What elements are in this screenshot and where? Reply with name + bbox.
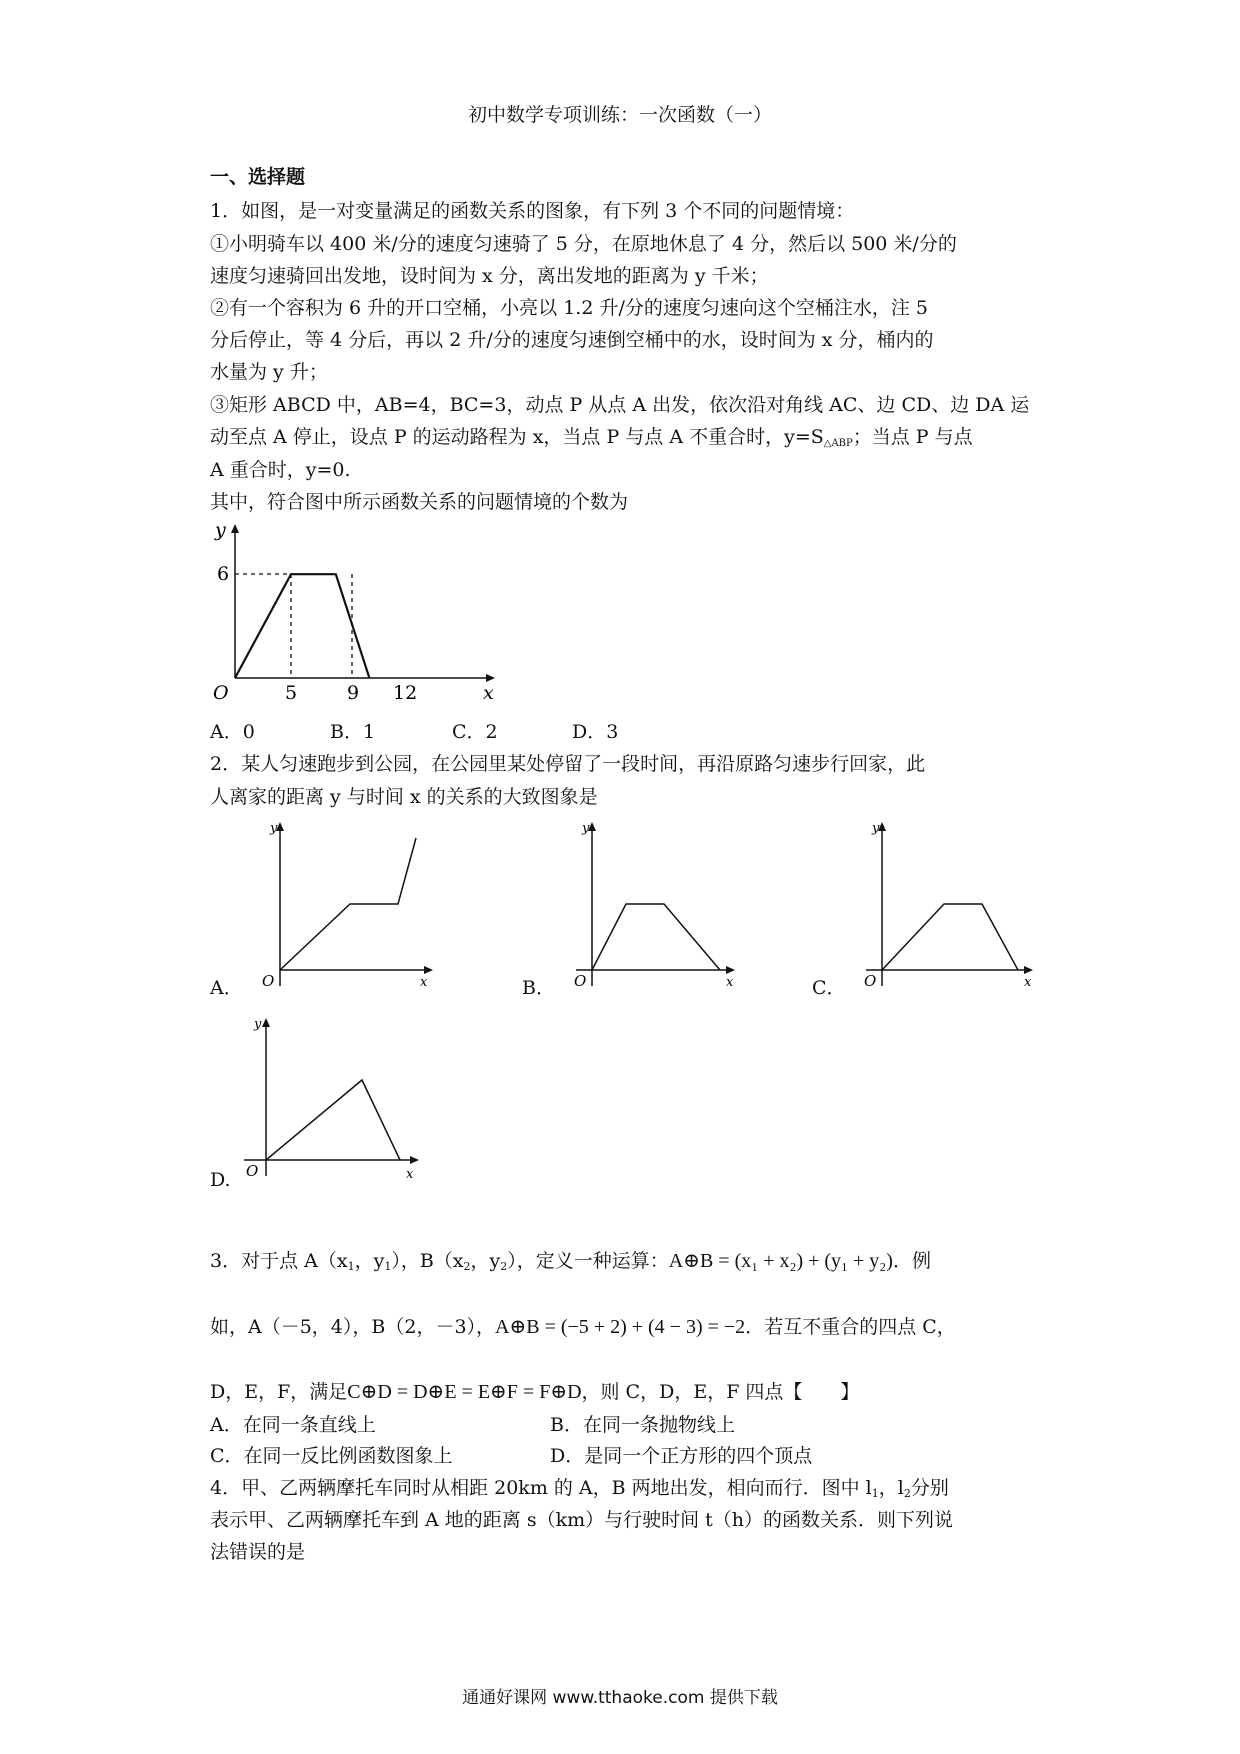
- q4-line-3: 法错误的是: [210, 1541, 306, 1563]
- q3-sub-4: 2: [500, 1260, 508, 1273]
- q2a-x-arrow: [424, 966, 433, 974]
- q3-option-b: B．在同一条抛物线上: [550, 1414, 735, 1436]
- q4-line-1: [210, 1476, 949, 1506]
- q2b-x-label: x: [726, 975, 734, 990]
- q2c-curve: [882, 904, 1018, 970]
- q2b-curve: [592, 904, 720, 970]
- q2a-curve: [280, 838, 416, 970]
- q2-graph-b: [562, 818, 742, 990]
- q3-formula-definition: A⊕B = (x₁ + x₂) + (y₁ + y₂): [668, 1250, 893, 1272]
- q1-line-6: 水量为 y 升；: [210, 361, 328, 383]
- q1-line-2: ①小明骑车以 400 米/分的速度匀速骑了 5 分，在原地休息了 4 分，然后以 500 米/分的: [210, 233, 957, 255]
- q2a-origin-label: O: [262, 972, 275, 990]
- q1-line-3: 速度匀速骑回出发地，设时间为 x 分，离出发地的距离为 y 千米；: [210, 265, 769, 287]
- q2b-y-label: y: [582, 821, 590, 836]
- q2c-y-label: y: [872, 821, 880, 836]
- q1-line-1: 1．如图，是一对变量满足的函数关系的图象，有下列 3 个不同的问题情境：: [210, 200, 855, 222]
- q2c-x-arrow: [1024, 966, 1033, 974]
- q4-sub-2: 2: [903, 1487, 911, 1500]
- q1-x-tick-12: 12: [393, 682, 418, 703]
- q1-option-d: D．3: [572, 721, 619, 743]
- q2a-x-label: x: [420, 975, 428, 990]
- q3-sub-2: 1: [384, 1260, 392, 1273]
- q2b-origin-label: O: [574, 972, 587, 990]
- q4-l1-b: ，l: [878, 1477, 904, 1499]
- q3-line-1: [210, 1249, 931, 1279]
- q1-line-8-text-a: 动至点 A 停止，设点 P 的运动路程为 x，当点 P 与点 A 不重合时，y=S: [210, 426, 824, 448]
- q1-x-axis-label: x: [483, 682, 494, 703]
- q2-option-b-label: B．: [522, 977, 555, 999]
- q3-sub-3: 2: [463, 1260, 471, 1273]
- q4-l1-c: 分别: [910, 1477, 949, 1499]
- q3-l3-b: ，则 C，D，E，F 四点【 】: [581, 1381, 860, 1403]
- q1-line-8-subscript: △ABP: [823, 438, 853, 449]
- q1-function-line: [235, 574, 369, 678]
- q3-line-3: [210, 1380, 859, 1404]
- q3-option-a: A．在同一条直线上: [210, 1414, 376, 1436]
- q2-graph-a: [250, 818, 440, 990]
- q3-l1-e: ），定义一种运算：: [507, 1250, 669, 1272]
- document-title: 初中数学专项训练：一次函数（一）: [467, 104, 772, 126]
- q1-line-10: 其中，符合图中所示函数关系的问题情境的个数为: [210, 491, 629, 513]
- q1-y-tick-6: 6: [217, 563, 230, 585]
- q3-l1-c: ），B（x: [391, 1250, 464, 1272]
- q2d-curve: [266, 1080, 400, 1160]
- q2d-origin-label: O: [246, 1162, 259, 1180]
- q4-l1-a: 4．甲、乙两辆摩托车同时从相距 20km 的 A，B 两地出发，相向而行．图中 l: [210, 1477, 872, 1499]
- q3-formula-example: A⊕B = (−5 + 2) + (4 − 3) = −2: [495, 1316, 746, 1338]
- q3-l2-b: ．若互不重合的四点 C，: [745, 1316, 956, 1338]
- q1-option-c: C．2: [452, 721, 498, 743]
- q3-l3-a: D，E，F，满足: [210, 1381, 348, 1403]
- q3-l1-f: ．例: [892, 1250, 931, 1272]
- q2-option-d-label: D.: [210, 1169, 231, 1191]
- q4-sub-1: 1: [871, 1487, 879, 1500]
- q2-graph-c: [852, 818, 1040, 990]
- q1-line-9: A 重合时，y=0.: [210, 459, 351, 481]
- q2c-origin-label: O: [864, 972, 877, 990]
- q1-x-tick-5: 5: [285, 682, 298, 703]
- q2-graph-d: [240, 1012, 430, 1184]
- q3-sub-1: 1: [347, 1260, 355, 1273]
- q2-option-c-label: C．: [812, 977, 846, 999]
- q2d-x-label: x: [406, 1167, 414, 1182]
- q1-line-5: 分后停止，等 4 分后，再以 2 升/分的速度匀速倒空桶中的水，设时间为 x 分，桶内的: [210, 329, 934, 351]
- q3-l1-b: ，y: [354, 1250, 385, 1272]
- q2-line-1: 2．某人匀速跑步到公园，在公园里某处停留了一段时间，再沿原路匀速步行回家，此: [210, 753, 926, 775]
- q1-function-graph: [205, 518, 505, 703]
- q1-line-4: ②有一个容积为 6 升的开口空桶，小亮以 1.2 升/分的速度匀速向这个空桶注水，注 5: [210, 297, 928, 319]
- q2d-y-label: y: [254, 1017, 262, 1032]
- q3-option-c: C．在同一反比例函数图象上: [210, 1445, 453, 1467]
- q3-option-d: D．是同一个正方形的四个顶点: [550, 1445, 813, 1467]
- q3-l1-d: ，y: [470, 1250, 501, 1272]
- q3-formula-condition: C⊕D = D⊕E = E⊕F = F⊕D: [347, 1381, 582, 1403]
- q1-option-a: A．0: [210, 721, 255, 743]
- q1-line-8: [210, 425, 973, 456]
- q1-y-axis-label: y: [215, 519, 226, 541]
- q1-option-b: B．1: [330, 721, 376, 743]
- q2-option-a-label: A．: [210, 977, 243, 999]
- q2-line-2: 人离家的距离 y 与时间 x 的关系的大致图象是: [210, 786, 598, 808]
- q1-origin-label: O: [213, 682, 229, 703]
- q2b-x-arrow: [726, 966, 735, 974]
- q1-line-8-text-b: ；当点 P 与点: [852, 426, 973, 448]
- q3-l1-a: 3．对于点 A（x: [210, 1250, 348, 1272]
- q2d-y-arrow: [262, 1018, 270, 1027]
- page-footer: 通通好课网 www.tthaoke.com 提供下载: [462, 1688, 778, 1708]
- q3-l2-a: 如，A（－5，4），B（2，－3），: [210, 1316, 496, 1338]
- q1-x-axis-arrow: [486, 674, 495, 682]
- section-heading: 一、选择题: [210, 166, 306, 188]
- q1-line-7: ③矩形 ABCD 中，AB=4，BC=3，动点 P 从点 A 出发，依次沿对角线 AC、边 CD、边 DA 运: [210, 394, 1030, 416]
- q1-y-axis-arrow: [231, 524, 239, 533]
- q2d-x-arrow: [410, 1156, 419, 1164]
- q4-line-2: 表示甲、乙两辆摩托车到 A 地的距离 s（km）与行驶时间 t（h）的函数关系．则下列说: [210, 1509, 954, 1531]
- q2a-y-label: y: [270, 821, 278, 836]
- q1-x-tick-9: 9: [347, 682, 360, 703]
- q2c-x-label: x: [1024, 975, 1032, 990]
- q3-line-2: [210, 1315, 956, 1339]
